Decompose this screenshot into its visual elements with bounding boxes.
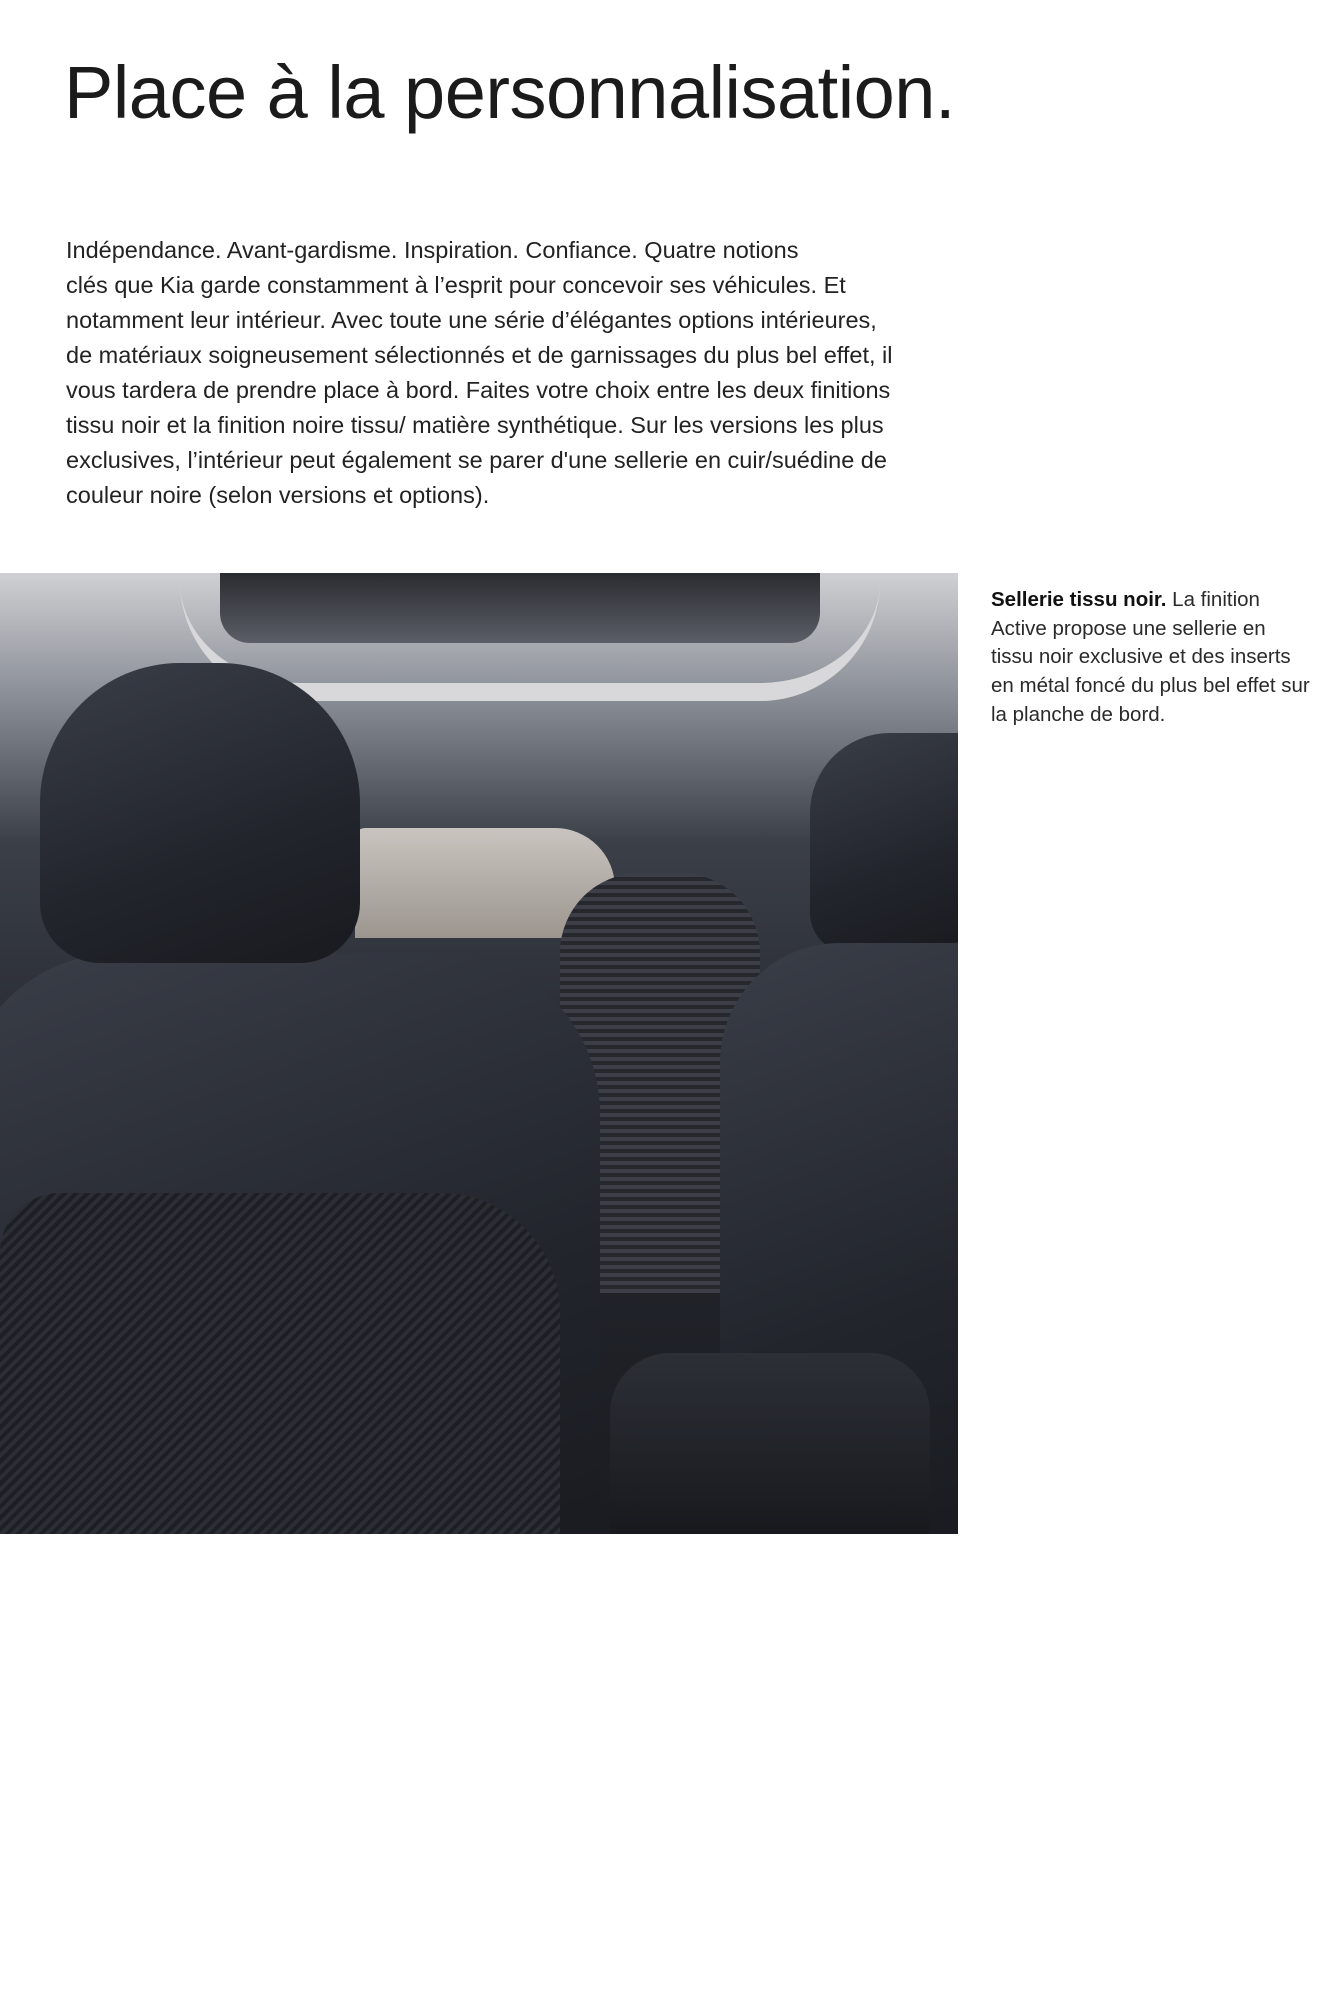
intro-line: exclusives, l’intérieur peut également se parer d'une sellerie en cuir/suédine de — [66, 447, 887, 473]
sunroof — [220, 573, 820, 643]
intro-line: Indépendance. Avant-gardisme. Inspiration. Confiance. Quatre notions — [66, 237, 799, 263]
armrest — [610, 1353, 930, 1534]
caption-text: La finition Active propose une sellerie en tissu noir exclusive et des inserts en métal foncé du plus bel effet sur la planche de bord. — [991, 588, 1310, 726]
intro-line: tissu noir et la finition noire tissu/ matière synthétique. Sur les versions les plus — [66, 412, 884, 438]
page-title: Place à la personnalisation. — [64, 51, 956, 134]
intro-line: de matériaux soigneusement sélectionnés et de garnissages du plus bel effet, il — [66, 342, 893, 368]
intro-line: couleur noire (selon versions et options). — [66, 482, 490, 508]
intro-paragraph — [66, 233, 893, 513]
intro-line: vous tardera de prendre place à bord. Faites votre choix entre les deux finitions — [66, 377, 891, 403]
left-seat-fabric-insert — [0, 1193, 560, 1534]
interior-seats-photo — [0, 573, 958, 1534]
right-headrest — [810, 733, 958, 953]
intro-line: notamment leur intérieur. Avec toute une série d’élégantes options intérieures, — [66, 307, 877, 333]
photo-caption — [991, 586, 1311, 730]
intro-line: clés que Kia garde constamment à l’esprit pour concevoir ses véhicules. Et — [66, 272, 846, 298]
caption-heading: Sellerie tissu noir. — [991, 588, 1167, 611]
left-headrest — [40, 663, 360, 963]
